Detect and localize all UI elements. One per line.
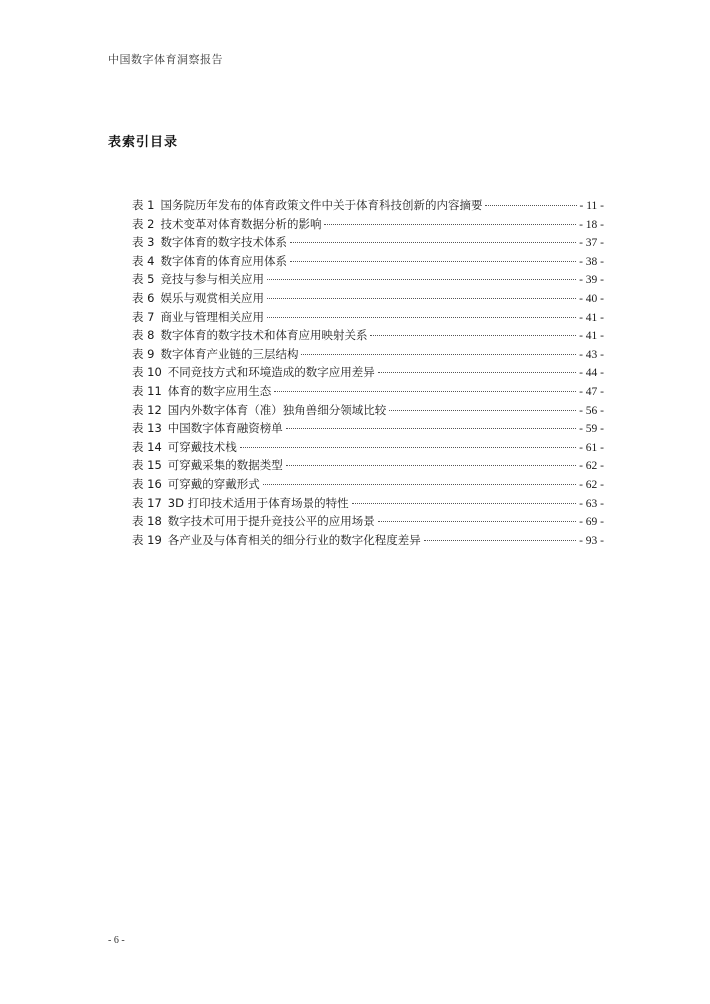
toc-entry[interactable]	[132, 309, 604, 328]
toc-entry-title: 国内外数字体育（准）独角兽细分领域比较	[167, 402, 387, 417]
toc-entry[interactable]	[132, 457, 604, 476]
toc-entry-page: - 44 -	[579, 367, 604, 380]
toc-entry-title: 可穿戴技术栈	[167, 439, 237, 454]
toc-dot-leader	[370, 335, 576, 336]
toc-dot-leader	[352, 503, 576, 504]
toc-entry-number: 表 13	[132, 421, 162, 436]
toc-entry-number: 表 14	[132, 439, 162, 454]
toc-entry-page: - 56 -	[579, 404, 604, 417]
toc-entry[interactable]	[132, 364, 604, 383]
toc-entry-title: 商业与管理相关应用	[160, 309, 264, 324]
toc-dot-leader	[378, 521, 576, 522]
toc-dot-leader	[286, 428, 576, 429]
toc-entry-title: 数字技术可用于提升竞技公平的应用场景	[167, 514, 375, 529]
toc-entry-number: 表 15	[132, 458, 162, 473]
page-number: - 6 -	[108, 935, 125, 946]
toc-entry-page: - 61 -	[579, 441, 604, 454]
toc-entry[interactable]	[132, 271, 604, 290]
toc-dot-leader	[286, 465, 576, 466]
toc-entry-title: 可穿戴采集的数据类型	[167, 458, 283, 473]
toc-entry[interactable]	[132, 402, 604, 421]
toc-entry[interactable]	[132, 513, 604, 532]
toc-entry-title: 数字体育产业链的三层结构	[160, 346, 299, 361]
toc-entry[interactable]	[132, 234, 604, 253]
toc-dot-leader	[424, 540, 576, 541]
toc-entry-number: 表 7	[132, 309, 155, 324]
toc-entry-title: 可穿戴的穿戴形式	[167, 476, 260, 491]
toc-entry-title: 3D 打印技术适用于体育场景的特性	[167, 495, 349, 510]
table-index-list	[132, 197, 604, 550]
running-header: 中国数字体育洞察报告	[108, 53, 223, 66]
toc-entry-page: - 93 -	[579, 534, 604, 547]
toc-entry[interactable]	[132, 420, 604, 439]
toc-entry-number: 表 9	[132, 346, 155, 361]
toc-entry-number: 表 6	[132, 290, 155, 305]
toc-entry[interactable]	[132, 495, 604, 514]
toc-entry-number: 表 17	[132, 495, 162, 510]
toc-entry-page: - 43 -	[579, 348, 604, 361]
toc-entry-number: 表 12	[132, 402, 162, 417]
toc-entry-number: 表 3	[132, 235, 155, 250]
toc-entry-title: 竞技与参与相关应用	[160, 272, 264, 287]
toc-entry-title: 数字体育的体育应用体系	[160, 253, 287, 268]
toc-dot-leader	[485, 205, 576, 206]
toc-entry[interactable]	[132, 532, 604, 551]
toc-entry-page: - 59 -	[579, 423, 604, 436]
toc-entry-page: - 62 -	[579, 460, 604, 473]
toc-dot-leader	[267, 317, 576, 318]
toc-entry-title: 各产业及与体育相关的细分行业的数字化程度差异	[167, 532, 421, 547]
toc-entry-title: 中国数字体育融资榜单	[167, 421, 283, 436]
toc-entry-title: 国务院历年发布的体育政策文件中关于体育科技创新的内容摘要	[160, 198, 483, 212]
toc-entry-number: 表 16	[132, 476, 162, 491]
toc-entry-page: - 11 -	[579, 200, 604, 212]
section-title: 表索引目录	[108, 135, 179, 150]
toc-dot-leader	[267, 279, 576, 280]
toc-dot-leader	[389, 410, 576, 411]
toc-dot-leader	[301, 354, 576, 355]
toc-entry[interactable]	[132, 197, 604, 216]
toc-dot-leader	[290, 242, 576, 243]
toc-entry-page: - 39 -	[579, 274, 604, 287]
toc-entry-page: - 41 -	[579, 311, 604, 324]
toc-entry[interactable]	[132, 327, 604, 346]
toc-entry-title: 不同竞技方式和环境造成的数字应用差异	[167, 365, 375, 380]
toc-dot-leader	[290, 261, 576, 262]
toc-entry-number: 表 10	[132, 365, 162, 380]
toc-entry-number: 表 4	[132, 253, 155, 268]
toc-entry-page: - 40 -	[579, 292, 604, 305]
toc-entry[interactable]	[132, 476, 604, 495]
toc-entry-page: - 18 -	[579, 218, 604, 231]
toc-entry-page: - 47 -	[579, 385, 604, 398]
toc-entry[interactable]	[132, 290, 604, 309]
toc-entry-title: 数字体育的数字技术和体育应用映射关系	[160, 328, 368, 343]
toc-entry-title: 数字体育的数字技术体系	[160, 235, 287, 250]
toc-entry-title: 技术变革对体育数据分析的影响	[160, 216, 322, 231]
toc-entry-page: - 62 -	[579, 478, 604, 491]
toc-entry-page: - 63 -	[579, 497, 604, 510]
toc-entry[interactable]	[132, 253, 604, 272]
toc-dot-leader	[378, 372, 576, 373]
toc-entry-number: 表 19	[132, 532, 162, 547]
toc-entry[interactable]	[132, 439, 604, 458]
toc-entry-number: 表 11	[132, 383, 162, 398]
toc-entry-number: 表 2	[132, 216, 155, 231]
toc-entry[interactable]	[132, 216, 604, 235]
toc-entry-page: - 41 -	[579, 330, 604, 343]
toc-entry-title: 娱乐与观赏相关应用	[160, 290, 264, 305]
toc-entry-page: - 38 -	[579, 255, 604, 268]
toc-dot-leader	[263, 484, 576, 485]
toc-dot-leader	[274, 391, 576, 392]
toc-entry-number: 表 1	[132, 198, 155, 212]
toc-entry-title: 体育的数字应用生态	[167, 383, 272, 398]
toc-entry[interactable]	[132, 346, 604, 365]
toc-dot-leader	[240, 447, 576, 448]
toc-dot-leader	[324, 224, 576, 225]
toc-entry-number: 表 8	[132, 328, 155, 343]
toc-entry-page: - 69 -	[579, 516, 604, 529]
toc-entry-number: 表 5	[132, 272, 155, 287]
toc-entry-number: 表 18	[132, 514, 162, 529]
toc-dot-leader	[267, 298, 576, 299]
toc-entry[interactable]	[132, 383, 604, 402]
toc-entry-page: - 37 -	[579, 237, 604, 250]
